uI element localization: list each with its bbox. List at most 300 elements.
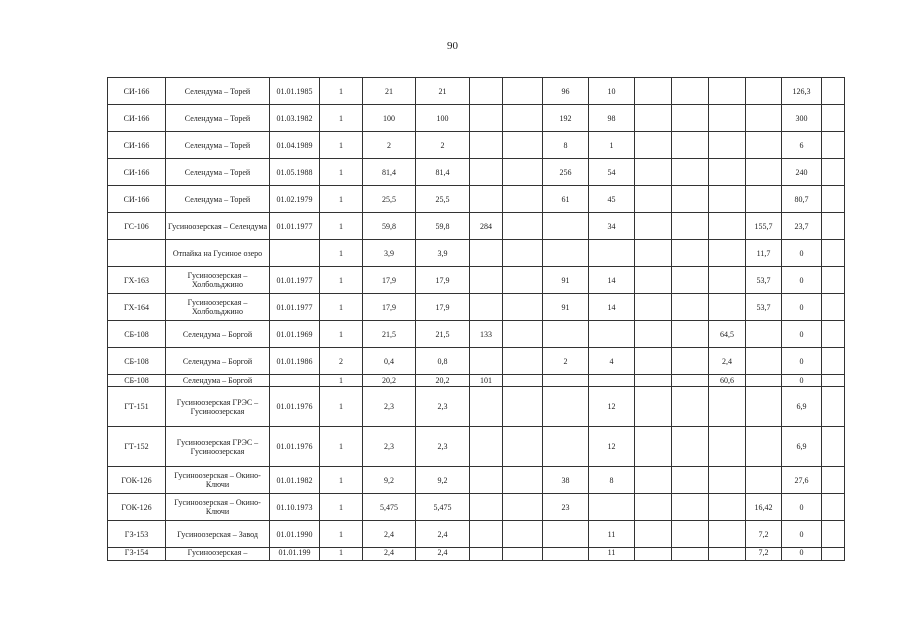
table-cell xyxy=(746,159,782,186)
table-cell xyxy=(709,105,746,132)
table-cell: 5,475 xyxy=(416,494,470,521)
table-cell: 11 xyxy=(589,548,635,561)
table-row xyxy=(108,105,845,132)
table-cell: 80,7 xyxy=(782,186,822,213)
table-cell xyxy=(503,132,543,159)
table-row xyxy=(108,467,845,494)
table-cell xyxy=(108,240,166,267)
table-cell: 01.01.1969 xyxy=(270,321,320,348)
table-cell: 01.01.1990 xyxy=(270,521,320,548)
table-cell xyxy=(822,467,845,494)
table-cell xyxy=(635,375,672,387)
table-cell: Селендума – Торей xyxy=(166,105,270,132)
table-cell: 1 xyxy=(320,159,363,186)
table-cell xyxy=(635,387,672,427)
table-cell xyxy=(672,548,709,561)
table-cell: 1 xyxy=(320,494,363,521)
table-cell: 0,8 xyxy=(416,348,470,375)
table-cell: 17,9 xyxy=(416,294,470,321)
table-cell xyxy=(709,387,746,427)
table-cell: 21,5 xyxy=(416,321,470,348)
table-cell: 4 xyxy=(589,348,635,375)
table-cell xyxy=(822,427,845,467)
table-cell xyxy=(503,348,543,375)
table-row xyxy=(108,348,845,375)
table-cell xyxy=(470,467,503,494)
table-cell: 133 xyxy=(470,321,503,348)
table-cell: СБ-108 xyxy=(108,321,166,348)
table-row xyxy=(108,387,845,427)
table-cell xyxy=(589,321,635,348)
table-row xyxy=(108,186,845,213)
table-cell xyxy=(543,375,589,387)
table-cell xyxy=(672,427,709,467)
table-cell: 53,7 xyxy=(746,294,782,321)
table-cell xyxy=(672,159,709,186)
table-cell: 01.01.199 xyxy=(270,548,320,561)
table-cell xyxy=(709,159,746,186)
table-cell: 01.01.1977 xyxy=(270,213,320,240)
table-cell xyxy=(503,548,543,561)
table-cell: 01.05.1988 xyxy=(270,159,320,186)
table-row xyxy=(108,159,845,186)
table-cell xyxy=(470,548,503,561)
table-cell xyxy=(503,294,543,321)
table-cell xyxy=(635,186,672,213)
table-cell: СИ-166 xyxy=(108,132,166,159)
table-cell: 2,3 xyxy=(416,387,470,427)
table-cell xyxy=(822,186,845,213)
table-cell xyxy=(635,267,672,294)
table-cell xyxy=(470,427,503,467)
table-cell: 91 xyxy=(543,294,589,321)
table-cell: 2,3 xyxy=(416,427,470,467)
table-row xyxy=(108,213,845,240)
table-cell xyxy=(635,213,672,240)
table-cell: Гусиноозерская – Селендума xyxy=(166,213,270,240)
table-cell xyxy=(746,78,782,105)
table-cell xyxy=(672,494,709,521)
table-cell: 38 xyxy=(543,467,589,494)
table-cell: 240 xyxy=(782,159,822,186)
table-row xyxy=(108,548,845,561)
table-cell xyxy=(589,494,635,521)
table-cell xyxy=(543,387,589,427)
table-cell: 1 xyxy=(320,321,363,348)
table-cell: 10 xyxy=(589,78,635,105)
table-cell: 1 xyxy=(589,132,635,159)
table-cell: 01.03.1982 xyxy=(270,105,320,132)
table-cell xyxy=(635,521,672,548)
table-cell: 17,9 xyxy=(416,267,470,294)
table-cell: 16,42 xyxy=(746,494,782,521)
table-cell xyxy=(709,132,746,159)
table-cell: 8 xyxy=(543,132,589,159)
table-cell xyxy=(635,240,672,267)
table-cell: 23 xyxy=(543,494,589,521)
table-cell xyxy=(470,294,503,321)
table-cell: 21 xyxy=(363,78,416,105)
table-cell: Гусиноозерская – Завод xyxy=(166,521,270,548)
table-cell xyxy=(709,548,746,561)
table-cell xyxy=(709,521,746,548)
table-cell: 3,9 xyxy=(363,240,416,267)
table-cell xyxy=(709,467,746,494)
table-cell: 1 xyxy=(320,294,363,321)
table-cell: 300 xyxy=(782,105,822,132)
table-cell: 2,4 xyxy=(416,548,470,561)
table-cell: 2 xyxy=(416,132,470,159)
table-cell xyxy=(635,105,672,132)
table-cell xyxy=(635,78,672,105)
table-cell: 100 xyxy=(363,105,416,132)
table-cell: 2,3 xyxy=(363,427,416,467)
table-cell: 1 xyxy=(320,132,363,159)
table-cell xyxy=(746,375,782,387)
table-cell xyxy=(672,321,709,348)
table-cell xyxy=(822,78,845,105)
table-cell xyxy=(635,132,672,159)
table-cell: 61 xyxy=(543,186,589,213)
table-cell: ГЗ-154 xyxy=(108,548,166,561)
table-cell xyxy=(709,213,746,240)
table-cell: 0,4 xyxy=(363,348,416,375)
table-cell xyxy=(503,267,543,294)
table-cell: СИ-166 xyxy=(108,159,166,186)
table-cell xyxy=(503,78,543,105)
table-cell xyxy=(635,427,672,467)
table-cell xyxy=(709,240,746,267)
table-cell: 01.01.1976 xyxy=(270,427,320,467)
table-cell xyxy=(822,375,845,387)
table-cell: Гусиноозерская – Окино-Ключи xyxy=(166,494,270,521)
table-row xyxy=(108,294,845,321)
table-cell xyxy=(543,427,589,467)
table-cell xyxy=(822,494,845,521)
table-cell: 1 xyxy=(320,105,363,132)
table-cell xyxy=(635,294,672,321)
table-row xyxy=(108,427,845,467)
table-cell xyxy=(470,387,503,427)
table-cell xyxy=(709,494,746,521)
table-cell xyxy=(822,294,845,321)
table-cell xyxy=(746,427,782,467)
table-cell: 45 xyxy=(589,186,635,213)
table-row xyxy=(108,240,845,267)
table-cell xyxy=(503,494,543,521)
table-cell: 11,7 xyxy=(746,240,782,267)
table-cell: ГТ-151 xyxy=(108,387,166,427)
table-cell xyxy=(543,548,589,561)
table-cell: Гусиноозерская – Окино-Ключи xyxy=(166,467,270,494)
table-cell: 96 xyxy=(543,78,589,105)
table-row xyxy=(108,375,845,387)
table-cell xyxy=(470,78,503,105)
table-cell: 2,4 xyxy=(363,521,416,548)
table-cell: Селендума – Боргой xyxy=(166,375,270,387)
table-row xyxy=(108,267,845,294)
table-cell: 2,4 xyxy=(363,548,416,561)
table-cell: 0 xyxy=(782,321,822,348)
table-cell: 60,6 xyxy=(709,375,746,387)
table-cell: Селендума – Боргой xyxy=(166,348,270,375)
table-cell xyxy=(470,494,503,521)
table-cell: 01.01.1982 xyxy=(270,467,320,494)
table-cell: 21,5 xyxy=(363,321,416,348)
table-cell: Селендума – Торей xyxy=(166,78,270,105)
table-cell: 17,9 xyxy=(363,267,416,294)
table-cell: Гусиноозерская – xyxy=(166,548,270,561)
table-cell: 0 xyxy=(782,294,822,321)
table-cell xyxy=(822,240,845,267)
table-cell xyxy=(270,375,320,387)
table-cell xyxy=(503,521,543,548)
table-cell xyxy=(470,186,503,213)
table-cell xyxy=(709,294,746,321)
table-cell xyxy=(543,521,589,548)
table-cell: 3,9 xyxy=(416,240,470,267)
table-cell: 12 xyxy=(589,387,635,427)
table-cell xyxy=(543,213,589,240)
table-cell: 64,5 xyxy=(709,321,746,348)
table-cell xyxy=(672,348,709,375)
table-cell: СБ-108 xyxy=(108,348,166,375)
table-cell: 9,2 xyxy=(363,467,416,494)
table-cell xyxy=(470,240,503,267)
table-cell: Гусиноозерская ГРЭС – Гусиноозерская xyxy=(166,387,270,427)
table-cell xyxy=(503,159,543,186)
table-cell xyxy=(672,78,709,105)
table-cell: 126,3 xyxy=(782,78,822,105)
table-cell: 1 xyxy=(320,375,363,387)
table-cell xyxy=(822,548,845,561)
table-cell: 1 xyxy=(320,267,363,294)
table-row xyxy=(108,521,845,548)
table-cell xyxy=(746,467,782,494)
table-cell: 1 xyxy=(320,186,363,213)
table-cell xyxy=(470,267,503,294)
table-cell xyxy=(746,132,782,159)
table-row xyxy=(108,494,845,521)
table-cell xyxy=(672,521,709,548)
table-cell xyxy=(635,321,672,348)
table-cell: 0 xyxy=(782,521,822,548)
table-cell: 1 xyxy=(320,78,363,105)
table-cell: Гусиноозерская ГРЭС – Гусиноозерская xyxy=(166,427,270,467)
table-cell: 01.01.1977 xyxy=(270,294,320,321)
table-cell: СИ-166 xyxy=(108,78,166,105)
table-cell xyxy=(543,321,589,348)
table-cell: ГОК-126 xyxy=(108,467,166,494)
table-cell: 1 xyxy=(320,521,363,548)
table-cell: 0 xyxy=(782,348,822,375)
table-cell: 59,8 xyxy=(363,213,416,240)
table-cell: 81,4 xyxy=(416,159,470,186)
table-cell: 01.10.1973 xyxy=(270,494,320,521)
table-cell xyxy=(672,132,709,159)
table-cell xyxy=(746,186,782,213)
table-cell xyxy=(746,105,782,132)
table-cell xyxy=(672,240,709,267)
table-cell xyxy=(822,105,845,132)
table-body xyxy=(108,78,845,561)
table-cell: 20,2 xyxy=(416,375,470,387)
table-cell xyxy=(635,548,672,561)
table-cell: 23,7 xyxy=(782,213,822,240)
table-cell: 25,5 xyxy=(363,186,416,213)
table-cell xyxy=(822,213,845,240)
page-number: 90 xyxy=(447,40,458,52)
table-cell: 91 xyxy=(543,267,589,294)
table-cell: 0 xyxy=(782,375,822,387)
table-cell: 8 xyxy=(589,467,635,494)
data-table xyxy=(107,77,845,561)
table-cell xyxy=(672,467,709,494)
table-cell: 1 xyxy=(320,548,363,561)
table-cell: 6,9 xyxy=(782,427,822,467)
table-cell: 6,9 xyxy=(782,387,822,427)
table-cell xyxy=(503,240,543,267)
table-cell xyxy=(503,213,543,240)
table-cell xyxy=(672,375,709,387)
table-cell xyxy=(709,427,746,467)
table-cell: 01.01.1976 xyxy=(270,387,320,427)
table-cell xyxy=(746,321,782,348)
table-cell: 0 xyxy=(782,548,822,561)
table-cell: 0 xyxy=(782,494,822,521)
table-cell xyxy=(503,186,543,213)
table-cell: 6 xyxy=(782,132,822,159)
table-cell xyxy=(270,240,320,267)
table-cell xyxy=(635,467,672,494)
table-cell xyxy=(672,213,709,240)
table-cell xyxy=(503,321,543,348)
table-cell: 0 xyxy=(782,267,822,294)
table-cell: Селендума – Боргой xyxy=(166,321,270,348)
table-cell xyxy=(503,375,543,387)
table-cell: 14 xyxy=(589,294,635,321)
table-cell xyxy=(503,105,543,132)
table-cell xyxy=(672,105,709,132)
table-cell xyxy=(822,321,845,348)
table-cell: ГТ-152 xyxy=(108,427,166,467)
table-cell: 2 xyxy=(320,348,363,375)
table-cell: 9,2 xyxy=(416,467,470,494)
table-cell xyxy=(589,375,635,387)
table-cell: Селендума – Торей xyxy=(166,186,270,213)
table-cell: 21 xyxy=(416,78,470,105)
table-cell xyxy=(635,494,672,521)
table-cell xyxy=(470,105,503,132)
table-cell: 01.01.1985 xyxy=(270,78,320,105)
table-cell xyxy=(822,267,845,294)
table-cell: 1 xyxy=(320,467,363,494)
table-cell xyxy=(709,267,746,294)
table-cell: 54 xyxy=(589,159,635,186)
table-cell: 2,4 xyxy=(416,521,470,548)
table-cell: 7,2 xyxy=(746,521,782,548)
table-cell: 14 xyxy=(589,267,635,294)
table-cell: 0 xyxy=(782,240,822,267)
table-cell xyxy=(746,387,782,427)
table-cell: ГЗ-153 xyxy=(108,521,166,548)
table-cell: СИ-166 xyxy=(108,105,166,132)
table-row xyxy=(108,78,845,105)
table-cell xyxy=(543,240,589,267)
table-cell: Отпайка на Гусиное озеро xyxy=(166,240,270,267)
table-cell: 01.04.1989 xyxy=(270,132,320,159)
table-cell: 101 xyxy=(470,375,503,387)
table-cell: СИ-166 xyxy=(108,186,166,213)
table-row xyxy=(108,321,845,348)
table-cell xyxy=(503,387,543,427)
table-cell: 59,8 xyxy=(416,213,470,240)
table-cell: 2 xyxy=(543,348,589,375)
table-cell xyxy=(709,186,746,213)
table-cell: ГС-106 xyxy=(108,213,166,240)
table-cell: 2,3 xyxy=(363,387,416,427)
table-cell: 98 xyxy=(589,105,635,132)
table-cell: 11 xyxy=(589,521,635,548)
table-cell xyxy=(470,132,503,159)
table-cell xyxy=(672,186,709,213)
table-cell xyxy=(635,159,672,186)
table-cell: 25,5 xyxy=(416,186,470,213)
table-cell: 12 xyxy=(589,427,635,467)
table-cell xyxy=(822,521,845,548)
table-cell xyxy=(672,294,709,321)
table-cell: 53,7 xyxy=(746,267,782,294)
table-cell xyxy=(822,387,845,427)
table-cell: 284 xyxy=(470,213,503,240)
table-cell: Селендума – Торей xyxy=(166,132,270,159)
table-cell: 81,4 xyxy=(363,159,416,186)
table-row xyxy=(108,132,845,159)
table-cell: СБ-108 xyxy=(108,375,166,387)
table-cell: 1 xyxy=(320,240,363,267)
table-cell: 256 xyxy=(543,159,589,186)
table-cell: 17,9 xyxy=(363,294,416,321)
table-cell: 100 xyxy=(416,105,470,132)
table-cell xyxy=(470,348,503,375)
table-cell: 1 xyxy=(320,387,363,427)
table-cell: 27,6 xyxy=(782,467,822,494)
table-cell: 1 xyxy=(320,213,363,240)
table-cell: 2 xyxy=(363,132,416,159)
table-cell xyxy=(672,387,709,427)
table-cell xyxy=(503,467,543,494)
table-cell: 155,7 xyxy=(746,213,782,240)
table-cell: Гусиноозерская – Холбольджино xyxy=(166,267,270,294)
table-cell: 2,4 xyxy=(709,348,746,375)
table-cell: ГХ-163 xyxy=(108,267,166,294)
table-cell: 01.01.1977 xyxy=(270,267,320,294)
table-cell: Селендума – Торей xyxy=(166,159,270,186)
table-cell xyxy=(822,159,845,186)
table-cell: Гусиноозерская – Холбольджино xyxy=(166,294,270,321)
table-cell: ГОК-126 xyxy=(108,494,166,521)
table-cell: 5,475 xyxy=(363,494,416,521)
table-cell: 7,2 xyxy=(746,548,782,561)
table-cell: 192 xyxy=(543,105,589,132)
table-cell xyxy=(470,159,503,186)
table-cell xyxy=(672,267,709,294)
table-cell: 01.02.1979 xyxy=(270,186,320,213)
table-cell: 34 xyxy=(589,213,635,240)
table-cell xyxy=(635,348,672,375)
table-cell xyxy=(746,348,782,375)
table-cell xyxy=(503,427,543,467)
